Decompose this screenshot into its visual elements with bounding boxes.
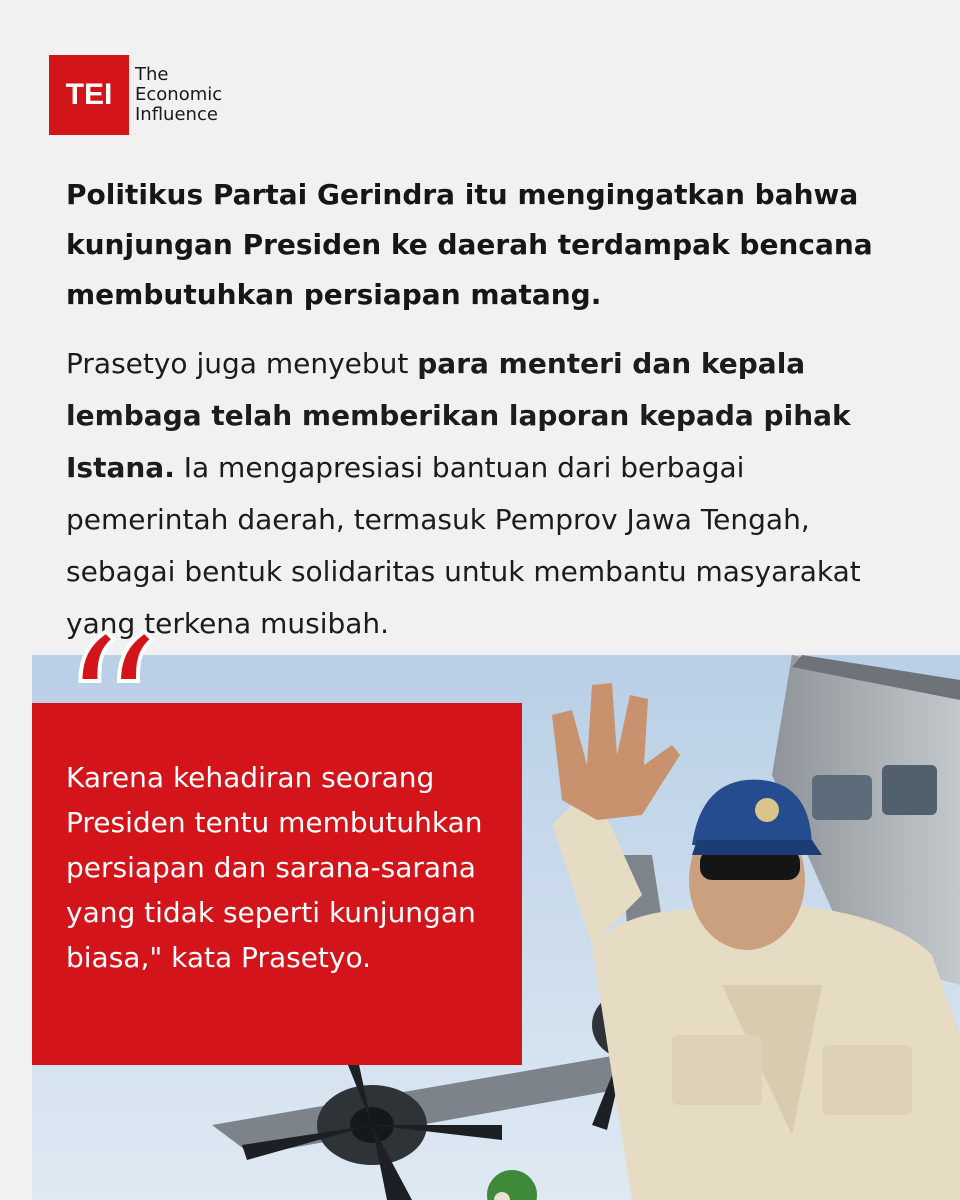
body-lead: Prasetyo juga menyebut	[66, 347, 418, 380]
brand-line-1: The	[135, 64, 169, 85]
quote-mark-icon: “	[60, 595, 163, 828]
quote-text: Karena kehadiran seorang Presiden tentu membutuhkan persiapan dan sarana-sarana yang tidak seperti kunjungan biasa," kata Prasetyo.	[66, 761, 483, 974]
brand-line-2: Economic	[135, 84, 223, 105]
brand-logo	[49, 55, 222, 135]
brand-line-3: Influence	[135, 104, 218, 125]
body-rest: Ia mengapresiasi bantuan dari berbagai pemerintah daerah, termasuk Pemprov Jawa Tengah, sebagai bentuk solidaritas untuk membantu masyarakat yang terkena musibah.	[66, 451, 861, 640]
brand-logo-box: TEI	[49, 55, 129, 135]
headline: Politikus Partai Gerindra itu mengingatkan bahwa kunjungan Presiden ke daerah terdampak bencana membutuhkan persiapan matang.	[66, 178, 873, 311]
brand-wordmark	[135, 65, 222, 125]
body-bold: para menteri dan kepala lembaga telah memberikan laporan kepada pihak Istana.	[66, 347, 851, 484]
body-paragraph	[66, 338, 906, 650]
